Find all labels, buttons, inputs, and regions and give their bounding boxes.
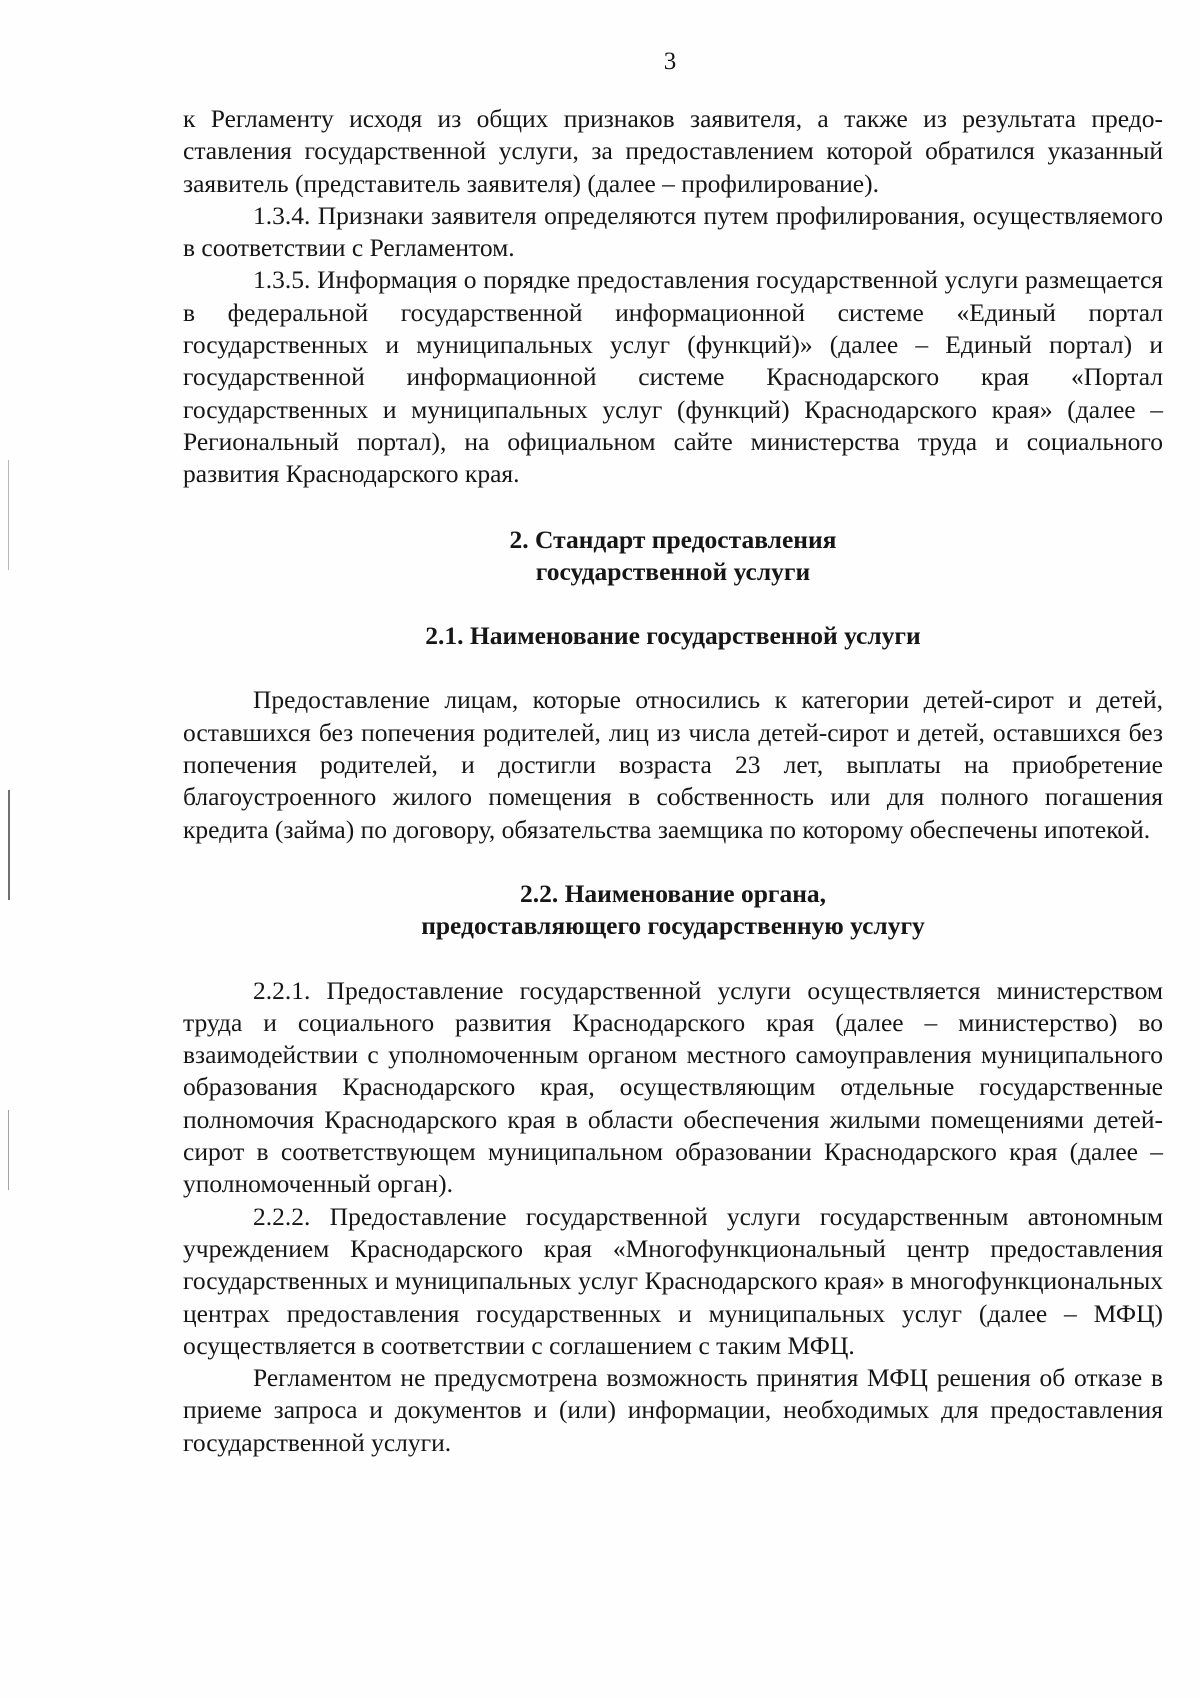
scan-artifact-line [8,790,10,900]
section-2-heading-line2: государственной услуги [535,556,811,586]
paragraph-1-3-4: 1.3.4. Признаки заявителя определяются путем профилирования, осуществляемого в соответствии с Регламентом. [183,200,1163,263]
paragraph-continuation: к Регламенту исходя из общих признаков заявителя, а также из результата предоставления государственной услуги, за предоставлением которой обратился указанный заявитель (представитель заявителя) (далее – профилирование). [183,104,1163,198]
section-2-2-heading-line1: 2.2. Наименование органа, [519,878,827,908]
section-2-heading [183,524,1163,589]
section-2-2-heading-line2: предоставляющего государственную услугу [421,911,925,941]
section-2-heading-line1: 2. Стандарт предоставления [509,524,837,554]
page-number: 3 [663,48,677,75]
scan-artifact-line [8,460,9,570]
paragraph-mfc-refusal: Регламентом не предусмотрена возможность принятия МФЦ решения об отказе в приеме запроса и документов и (или) информации, необходимых для предоставления государственной услуги. [183,1363,1163,1457]
section-2-1-heading: 2.1. Наименование государственной услуги [425,621,921,651]
paragraph-2-1: Предоставление лицам, которые относились к категории детей-сирот и детей, оставшихся без попечения родителей, лиц из числа детей-сирот и детей, оставшихся без попечения родителей, и достигли возраста 23 лет, выплаты на приобретение благоустроенного жилого помещения в собственность или для полного погашения кредита (займа) по договору, обязательства заемщика по которому обеспечены ипотекой. [183,685,1163,844]
paragraph-2-2-1: 2.2.1. Предоставление государственной услуги осуществляется министерством труда и социального развития Краснодарского края (далее – министерство) во взаимодействии с уполномоченным органом местного самоуправления муниципального образования Краснодарского края, осуществляющим отдельные государственные полномочия Краснодарского края в области обеспечения жилыми помещениями детей-сирот в соответствующем муниципальном образовании Краснодарского края (далее – уполномоченный орган). [183,975,1163,1199]
section-2-2-heading [183,878,1163,943]
document-body [183,103,1163,1459]
paragraph-2-2-2: 2.2.2. Предоставление государственной услуги государственным автономным учреждением Краснодарского края «Многофункциональный центр предоставления государственных и муниципальных услуг Краснодарского края» в многофункциональных центрах предоставления государственных и муниципальных услуг (далее – МФЦ) осуществляется в соответствии с соглашением с таким МФЦ. [183,1201,1163,1360]
paragraph-1-3-5: 1.3.5. Информация о порядке предоставления государственной услуги размещается в федеральной государственной информационной системе «Единый портал государственных и муниципальных услуг (функций)» (далее – Единый портал) и государственной информационной системе Краснодарского края «Портал государственных и муниципальных услуг (функций) Краснодарского края» (далее – Региональный портал), на официальном сайте министерства труда и социального развития Краснодарского края. [183,265,1163,489]
scan-artifact-line [8,1110,9,1190]
